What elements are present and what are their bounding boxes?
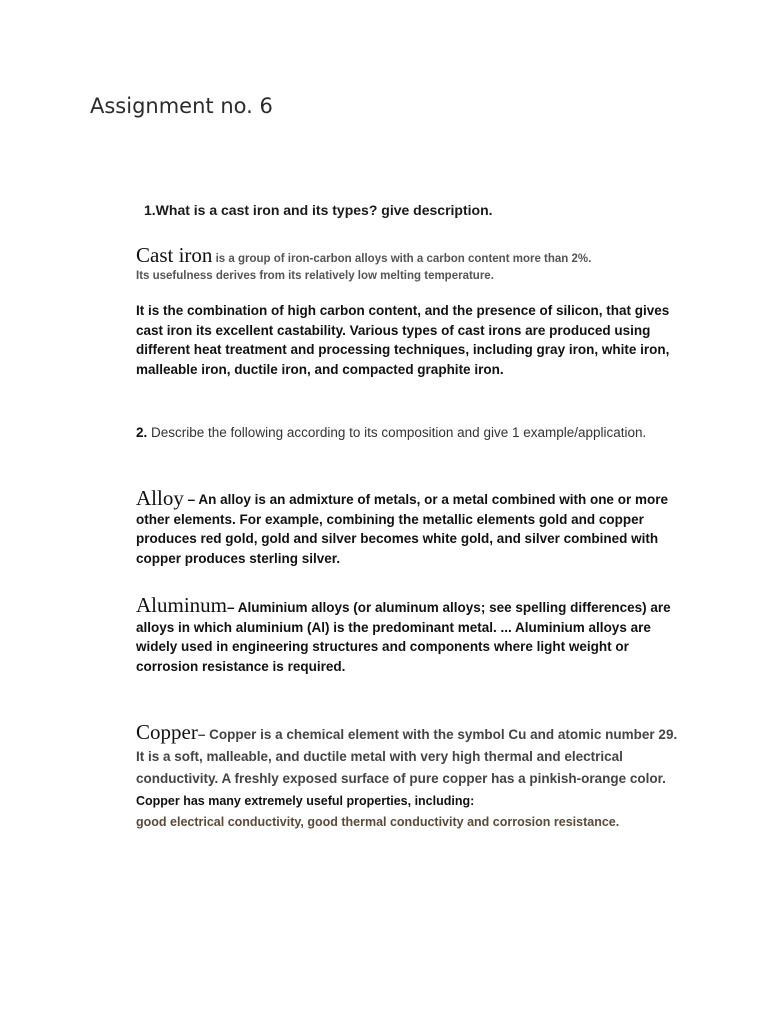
- copper-section: [136, 721, 681, 832]
- page-title: Assignment no. 6: [90, 94, 273, 118]
- aluminum-term: Aluminum: [136, 593, 228, 617]
- question-1: 1.What is a cast iron and its types? give description.: [144, 202, 493, 218]
- copper-text: – Copper is a chemical element with the symbol Cu and atomic number 29. It is a soft, malleable, and ductile metal with very high thermal and electrical conductivity. A freshly exposed surface of pure copper has a pinkish-orange color.: [136, 727, 678, 786]
- copper-properties-intro: Copper has many extremely useful properties, including:: [136, 794, 475, 808]
- question-2: [136, 421, 681, 444]
- cast-iron-definition-line2: Its usefulness derives from its relatively low melting temperature.: [136, 270, 494, 282]
- copper-properties: good electrical conductivity, good thermal conductivity and corrosion resistance.: [136, 815, 620, 829]
- question-2-number: 2.: [136, 425, 148, 440]
- cast-iron-paragraph: It is the combination of high carbon content, and the presence of silicon, that gives cast iron its excellent castability. Various types of cast irons are produced using different heat treatment and processing techniques, including gray iron, white iron, malleable iron, ductile iron, and compacted graphite iron.: [136, 303, 670, 377]
- alloy-term: Alloy: [136, 486, 184, 510]
- cast-iron-definition: [136, 243, 681, 282]
- alloy-text: – An alloy is an admixture of metals, or a metal combined with one or more other elements. For example, combining the metallic elements gold and copper produces red gold, gold and silver becomes white gold, and silver combined with copper produces sterling silver.: [136, 492, 668, 566]
- cast-iron-term: Cast iron: [136, 243, 213, 267]
- cast-iron-definition-text: is a group of iron-carbon alloys with a carbon content more than 2%.: [212, 253, 592, 265]
- alloy-section: [136, 486, 681, 568]
- aluminum-section: [136, 593, 681, 676]
- question-2-text: Describe the following according to its composition and give 1 example/application.: [147, 425, 647, 440]
- copper-term: Copper: [136, 720, 198, 744]
- aluminum-text: – Aluminium alloys (or aluminum alloys; see spelling differences) are alloys in which aluminium (Al) is the predominant metal. ... Aluminium alloys are widely used in engineering structures and components where light weight or corrosion resistance is required.: [136, 600, 671, 674]
